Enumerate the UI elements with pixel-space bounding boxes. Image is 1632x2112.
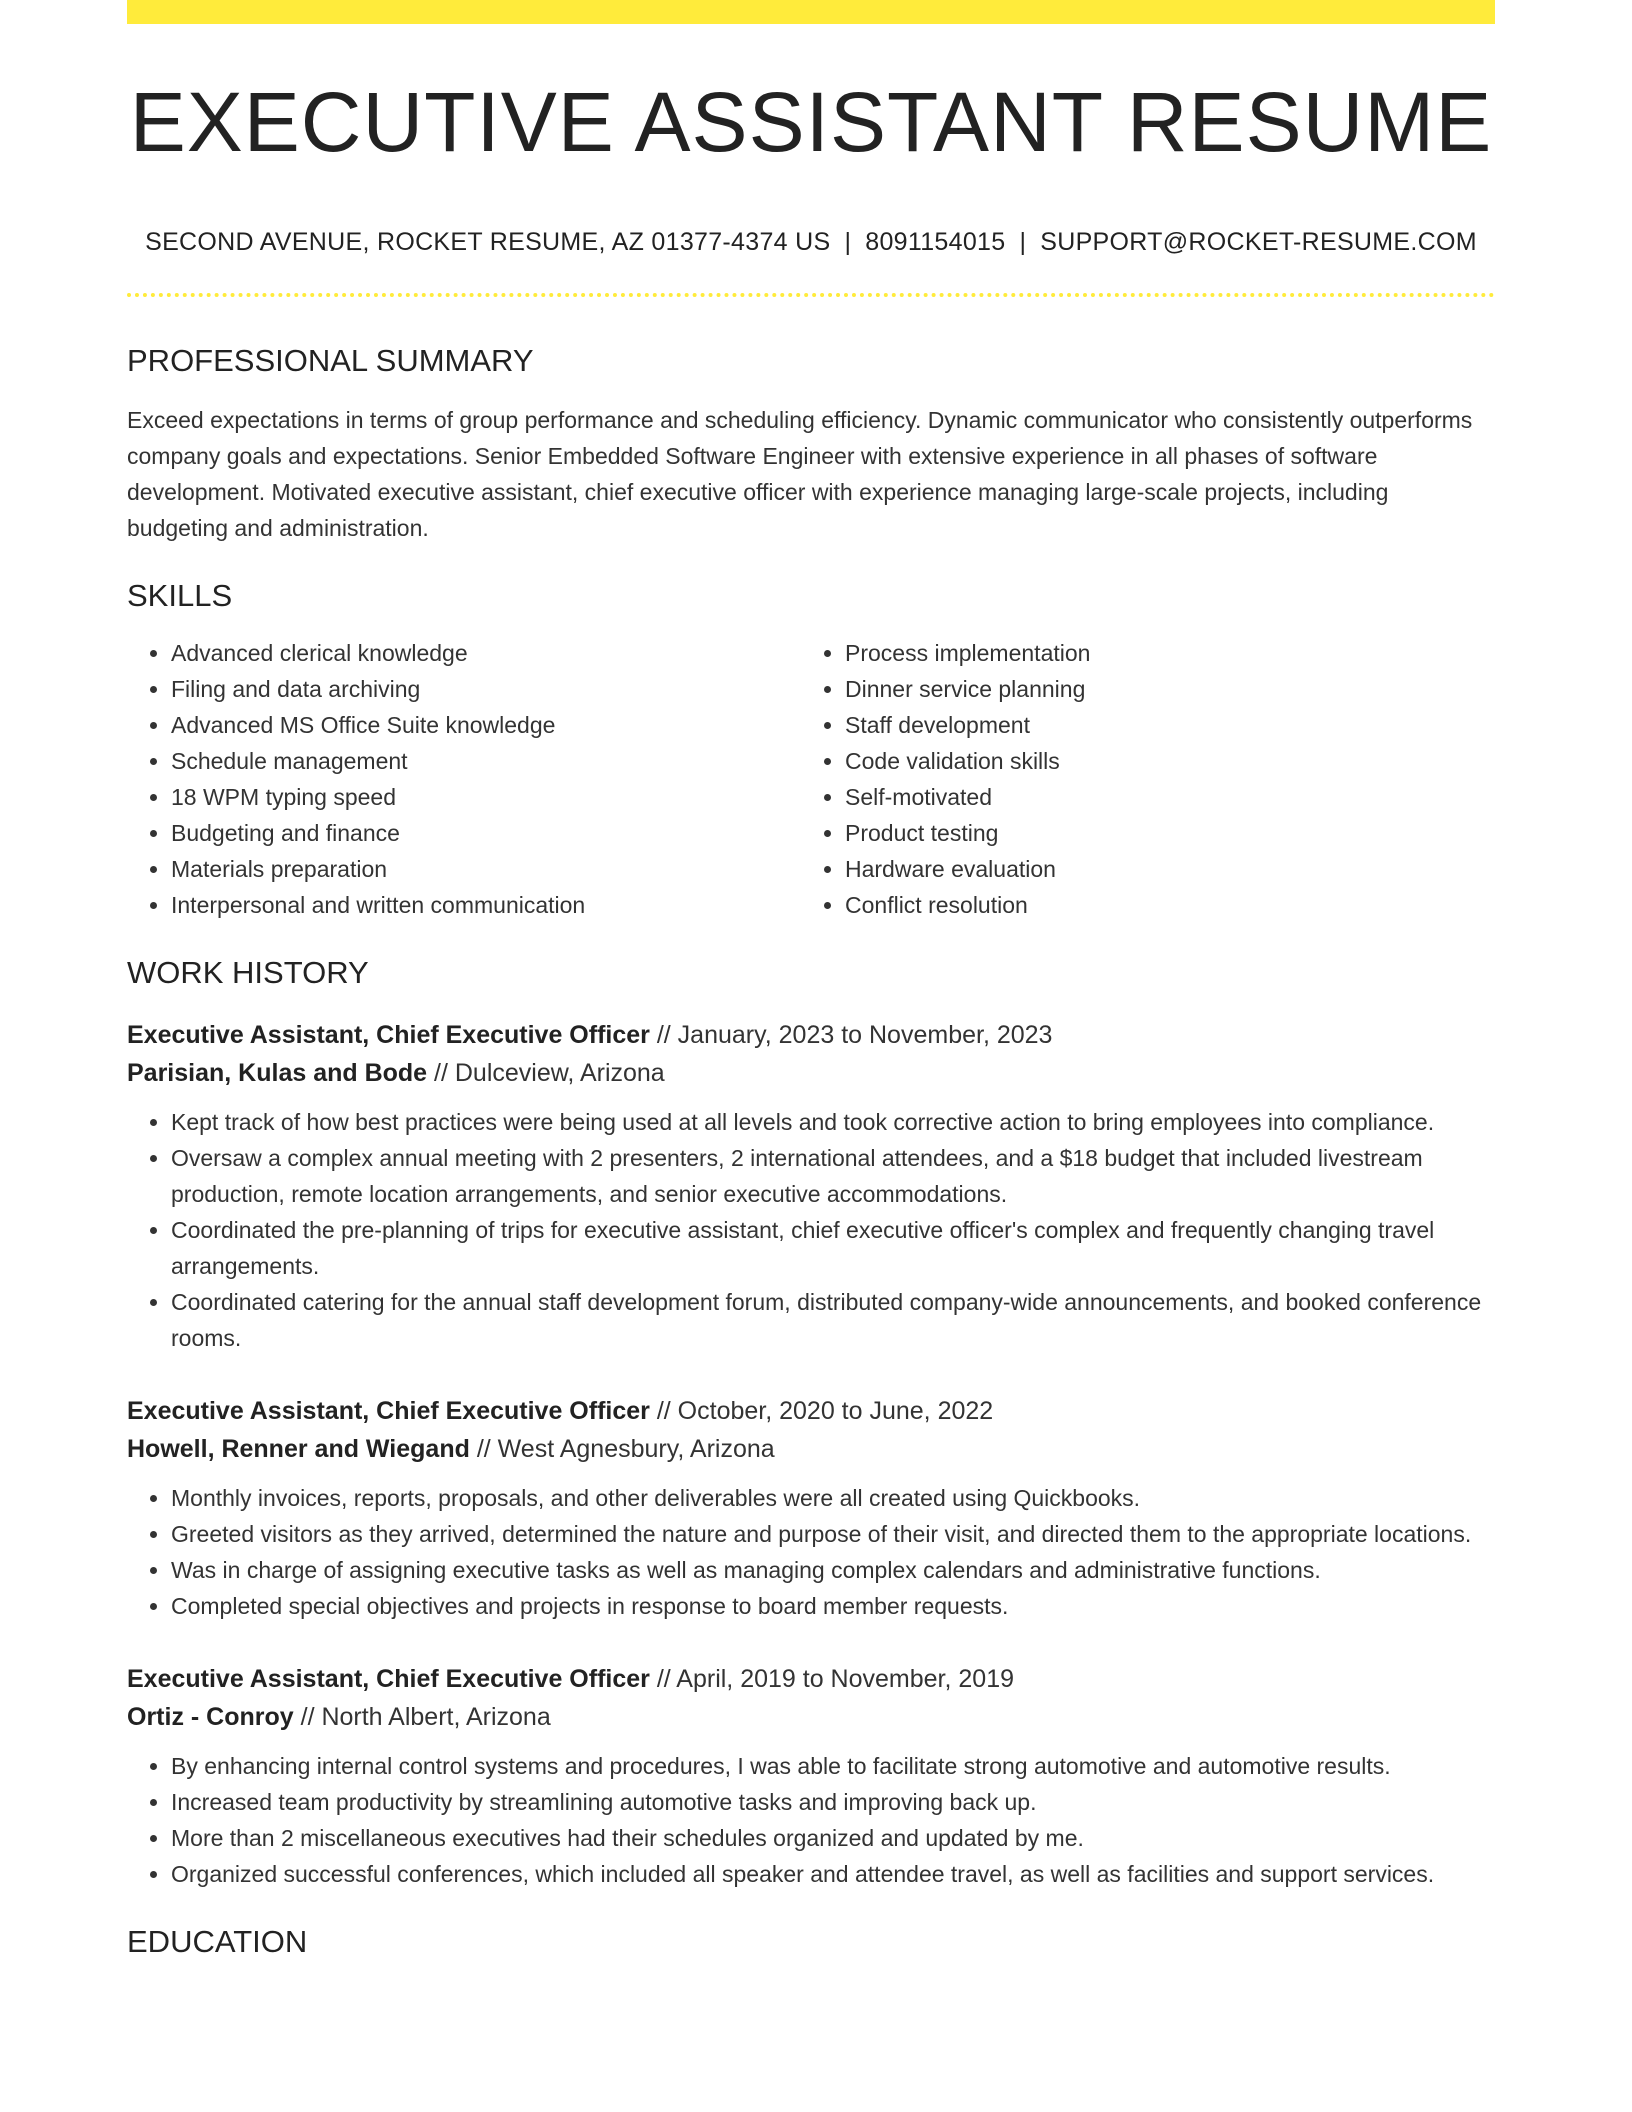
job-role: Executive Assistant, Chief Executive Officer bbox=[127, 1397, 650, 1425]
dotted-divider bbox=[127, 293, 1495, 297]
skill-item: • Product testing bbox=[845, 815, 1475, 851]
job-company-line bbox=[127, 1698, 1495, 1736]
contact-address: SECOND AVENUE, ROCKET RESUME, AZ 01377-4374 US bbox=[145, 228, 831, 256]
skill-item: • Self-motivated bbox=[845, 779, 1475, 815]
job-bullet: • More than 2 miscellaneous executives had their schedules organized and updated by me. bbox=[171, 1820, 1495, 1856]
job-location: // Dulceview, Arizona bbox=[427, 1059, 665, 1087]
job-bullet: • Coordinated the pre-planning of trips for executive assistant, chief executive officer's complex and frequently changing travel arrangements. bbox=[171, 1212, 1495, 1284]
job-role-line bbox=[127, 1392, 1495, 1430]
education-heading: EDUCATION bbox=[127, 1924, 308, 1959]
summary-text: Exceed expectations in terms of group performance and scheduling efficiency. Dynamic communicator who consistently outperforms company goals and expectations. Senior Embedded Software Engineer with extensive experience in all phases of software development. Motivated executive assistant, chief executive officer with experience managing large-scale projects, including budgeting and administration. bbox=[127, 407, 1473, 541]
skill-item: • Staff development bbox=[845, 707, 1475, 743]
job-entry bbox=[127, 1392, 1495, 1624]
job-company-line bbox=[127, 1054, 1495, 1092]
job-bullets bbox=[127, 1480, 1495, 1624]
accent-top-bar bbox=[127, 0, 1495, 24]
job-company: Ortiz - Conroy bbox=[127, 1703, 294, 1731]
job-company: Howell, Renner and Wiegand bbox=[127, 1435, 470, 1463]
job-bullet: • Oversaw a complex annual meeting with 2 presenters, 2 international attendees, and a $18 budget that included livestream production, remote location arrangements, and senior executive accommodations. bbox=[171, 1140, 1495, 1212]
job-bullet: • Greeted visitors as they arrived, determined the nature and purpose of their visit, and directed them to the appropriate locations. bbox=[171, 1516, 1495, 1552]
skill-item: • Interpersonal and written communication bbox=[171, 887, 801, 923]
job-location: // West Agnesbury, Arizona bbox=[469, 1435, 775, 1463]
work-history-heading: WORK HISTORY bbox=[127, 955, 369, 990]
job-entry bbox=[127, 1660, 1495, 1892]
skill-item: • Conflict resolution bbox=[845, 887, 1475, 923]
job-role-line bbox=[127, 1660, 1495, 1698]
resume-page bbox=[127, 0, 1495, 1957]
job-dates: // January, 2023 to November, 2023 bbox=[649, 1021, 1053, 1049]
job-dates: // October, 2020 to June, 2022 bbox=[649, 1397, 994, 1425]
contact-separator: | bbox=[1019, 228, 1027, 256]
skill-item: • Process implementation bbox=[845, 635, 1475, 671]
contact-line bbox=[127, 228, 1495, 257]
job-entry bbox=[127, 1016, 1495, 1356]
skill-item: • Materials preparation bbox=[171, 851, 801, 887]
job-role-line bbox=[127, 1016, 1495, 1054]
job-bullet: • Increased team productivity by streamlining automotive tasks and improving back up. bbox=[171, 1784, 1495, 1820]
skills-column-right bbox=[801, 635, 1475, 923]
contact-email: SUPPORT@ROCKET-RESUME.COM bbox=[1040, 228, 1477, 256]
skill-item: • Hardware evaluation bbox=[845, 851, 1475, 887]
job-role: Executive Assistant, Chief Executive Officer bbox=[127, 1665, 650, 1693]
skill-item: • Schedule management bbox=[171, 743, 801, 779]
job-bullet: • Organized successful conferences, which included all speaker and attendee travel, as well as facilities and support services. bbox=[171, 1856, 1495, 1892]
job-dates: // April, 2019 to November, 2019 bbox=[649, 1665, 1015, 1693]
skill-item: • 18 WPM typing speed bbox=[171, 779, 801, 815]
skill-item: • Advanced MS Office Suite knowledge bbox=[171, 707, 801, 743]
skill-item: • Advanced clerical knowledge bbox=[171, 635, 801, 671]
skill-item: • Code validation skills bbox=[845, 743, 1475, 779]
skills-column-left bbox=[127, 635, 801, 923]
job-bullet: • Completed special objectives and projects in response to board member requests. bbox=[171, 1588, 1495, 1624]
summary-heading: PROFESSIONAL SUMMARY bbox=[127, 343, 534, 378]
job-bullet: • Was in charge of assigning executive tasks as well as managing complex calendars and administrative functions. bbox=[171, 1552, 1495, 1588]
job-bullets bbox=[127, 1104, 1495, 1356]
job-bullet: • Coordinated catering for the annual staff development forum, distributed company-wide announcements, and booked conference rooms. bbox=[171, 1284, 1495, 1356]
skill-item: • Filing and data archiving bbox=[171, 671, 801, 707]
resume-title: EXECUTIVE ASSISTANT RESUME bbox=[129, 75, 1493, 169]
contact-separator: | bbox=[844, 228, 852, 256]
job-bullet: • Kept track of how best practices were being used at all levels and took corrective action to bring employees into compliance. bbox=[171, 1104, 1495, 1140]
job-bullet: • By enhancing internal control systems and procedures, I was able to facilitate strong automotive and automotive results. bbox=[171, 1748, 1495, 1784]
job-company-line bbox=[127, 1430, 1495, 1468]
job-location: // North Albert, Arizona bbox=[293, 1703, 551, 1731]
job-company: Parisian, Kulas and Bode bbox=[127, 1059, 428, 1087]
job-role: Executive Assistant, Chief Executive Officer bbox=[127, 1021, 650, 1049]
skills-list bbox=[127, 635, 1495, 923]
skill-item: • Dinner service planning bbox=[845, 671, 1475, 707]
job-bullets bbox=[127, 1748, 1495, 1892]
job-bullet: • Monthly invoices, reports, proposals, and other deliverables were all created using Quickbooks. bbox=[171, 1480, 1495, 1516]
skill-item: • Budgeting and finance bbox=[171, 815, 801, 851]
skills-heading: SKILLS bbox=[127, 578, 233, 613]
contact-phone: 8091154015 bbox=[865, 228, 1006, 256]
